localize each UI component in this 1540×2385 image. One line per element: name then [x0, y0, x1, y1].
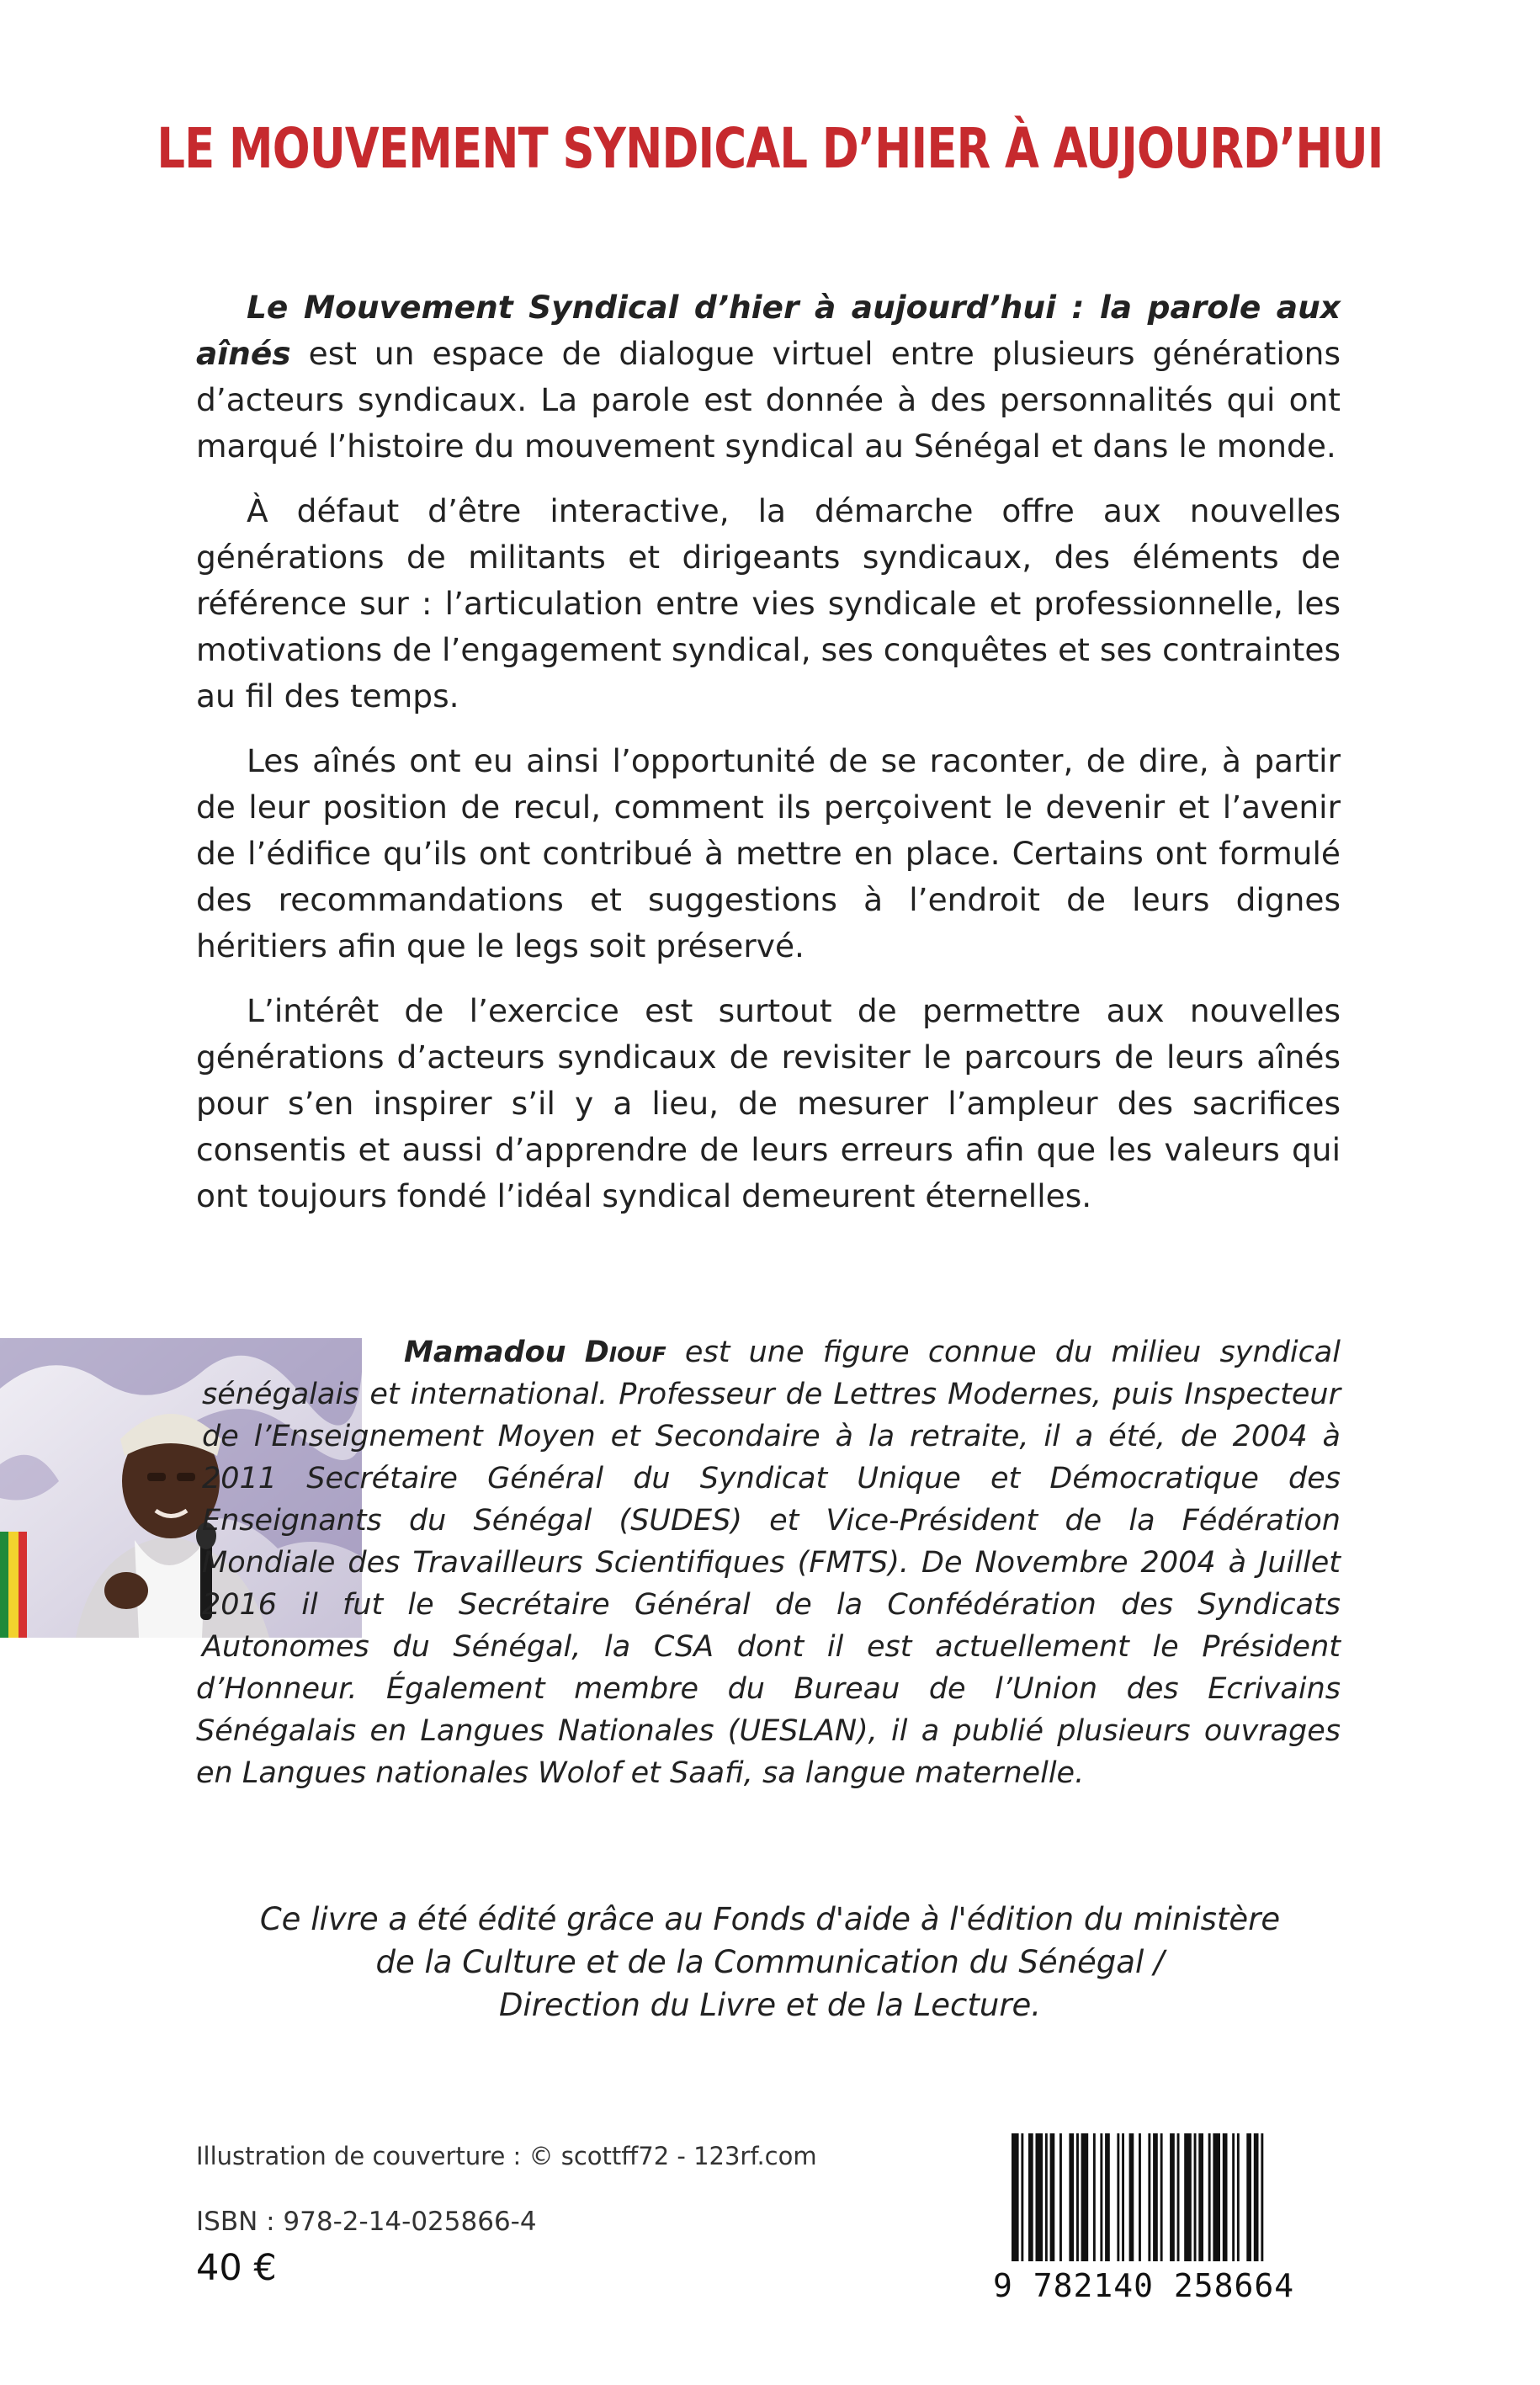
- barcode-bar: [1177, 2133, 1180, 2261]
- barcode-bar: [1261, 2133, 1263, 2261]
- price: 40 €: [196, 2247, 277, 2289]
- barcode-bar: [1232, 2133, 1235, 2261]
- barcode-bars: [993, 2133, 1341, 2268]
- summary-paragraph-2: À défaut d’être interactive, la démarche offre aux nouvelles générations de militants et dirigeants syndicaux, des éléments de référence sur : l’articulation entre vies syndicale et professionnelle, les motivations de l’engagement syndical, ses conquêtes et ses contraintes au fil des temps.: [196, 492, 1341, 714]
- funding-notice: [0, 1898, 1540, 2026]
- summary-paragraph-1: [196, 284, 1341, 470]
- funding-line-2: de la Culture et de la Communication du Sénégal /: [375, 1944, 1165, 1980]
- author-bio: [196, 1331, 1341, 1794]
- barcode-bar: [1223, 2133, 1228, 2261]
- photo-spacer: [0, 1331, 202, 1668]
- author-last-name: Diouf: [584, 1336, 666, 1369]
- barcode-bar: [1028, 2133, 1033, 2261]
- barcode-bar: [1093, 2133, 1096, 2261]
- book-title: LE MOUVEMENT SYNDICAL D’HIER À AUJOURD’HUI: [157, 116, 1383, 181]
- barcode-bar: [1160, 2133, 1163, 2261]
- barcode-bar: [1148, 2133, 1150, 2261]
- isbn: ISBN : 978-2-14-025866-4: [196, 2207, 537, 2237]
- summary-paragraph-3: Les aînés ont eu ainsi l’opportunité de se raconter, de dire, à partir de leur position de recul, comment ils perçoivent le devenir et l’avenir de l’édifice qu’ils ont contribué à mettre en place. Certains ont formulé des recommandations et suggestions à l’endroit de leurs dignes héritiers afin que le legs soit préservé.: [196, 742, 1341, 964]
- barcode-bar: [1059, 2133, 1062, 2261]
- barcode-bar: [1246, 2133, 1251, 2261]
- barcode-bar: [1050, 2133, 1055, 2261]
- barcode-bar: [1237, 2133, 1240, 2261]
- illustration-credit: Illustration de couverture : © scottff72 - 123rf.com: [196, 2142, 817, 2170]
- barcode-bar: [1036, 2133, 1043, 2261]
- barcode-bar: [1076, 2133, 1079, 2261]
- summary-book-title: Le Mouvement Syndical d’hier à aujourd’hui : la parole aux aînés: [196, 289, 1341, 372]
- barcode-bar: [1081, 2133, 1089, 2261]
- barcode-bar: [1208, 2133, 1211, 2261]
- barcode: [993, 2133, 1341, 2335]
- funding-line-3: Direction du Livre et de la Lecture.: [498, 1987, 1042, 2023]
- barcode-bar: [1105, 2133, 1110, 2261]
- barcode-bar: [1045, 2133, 1048, 2261]
- barcode-bar: [1254, 2133, 1259, 2261]
- author-first-name: Mamadou: [404, 1336, 566, 1369]
- barcode-bar: [1129, 2133, 1134, 2261]
- barcode-bar: [1153, 2133, 1158, 2261]
- barcode-bar: [1117, 2133, 1119, 2261]
- barcode-bar: [1021, 2133, 1023, 2261]
- funding-line-1: Ce livre a été édité grâce au Fonds d'aide à l'édition du ministère: [259, 1901, 1281, 1937]
- summary-paragraph-4: L’intérêt de l’exercice est surtout de permettre aux nouvelles générations d’acteurs syndicaux de revisiter le parcours de leurs aînés pour s’en inspirer s’il y a lieu, de mesurer l’ampleur des sacrifices consentis et aussi d’apprendre de leurs erreurs afin que les valeurs qui ont toujours fondé l’idéal syndical demeurent éternelles.: [196, 992, 1341, 1214]
- barcode-bar: [1139, 2133, 1141, 2261]
- barcode-bar: [1100, 2133, 1102, 2261]
- barcode-bar: [1213, 2133, 1220, 2261]
- barcode-bar: [1170, 2133, 1175, 2261]
- barcode-bar: [1184, 2133, 1192, 2261]
- barcode-bar: [1194, 2133, 1197, 2261]
- barcode-digits: 9 782140 258664: [993, 2267, 1295, 2304]
- author-bio-text: est une figure connue du milieu syndical sénégalais et international. Professeur de Lettres Modernes, puis Inspecteur de l’Enseignement Moyen et Secondaire à la retraite, il a été, de 2004 à 2011 Secrétaire Général du Syndicat Unique et Démocratique des Enseignants du Sénégal (SUDES) et Vice-Président de la Fédération Mondiale des Travailleurs Scientifiques (FMTS). De Novembre 2004 à Juillet 2016 il fut le Secrétaire Général de la Confédération des Syndicats Autonomes du Sénégal, la CSA dont il est actuellement le Président d’Honneur. Également membre du Bureau de l’Union des Ecrivains Sénégalais en Langues Nationales (UESLAN), il a publié plusieurs ouvrages en Langues nationales Wolof et Saafi, sa langue maternelle.: [196, 1336, 1341, 1790]
- summary-paragraph-1-text: est un espace de dialogue virtuel entre plusieurs générations d’acteurs syndicaux. La parole est donnée à des personnalités qui ont marqué l’histoire du mouvement syndical au Sénégal et dans le monde.: [196, 335, 1341, 465]
- barcode-bar: [1012, 2133, 1019, 2261]
- barcode-bar: [1122, 2133, 1124, 2261]
- barcode-bar: [1069, 2133, 1074, 2261]
- back-cover-summary: [196, 284, 1341, 1238]
- barcode-bar: [1198, 2133, 1203, 2261]
